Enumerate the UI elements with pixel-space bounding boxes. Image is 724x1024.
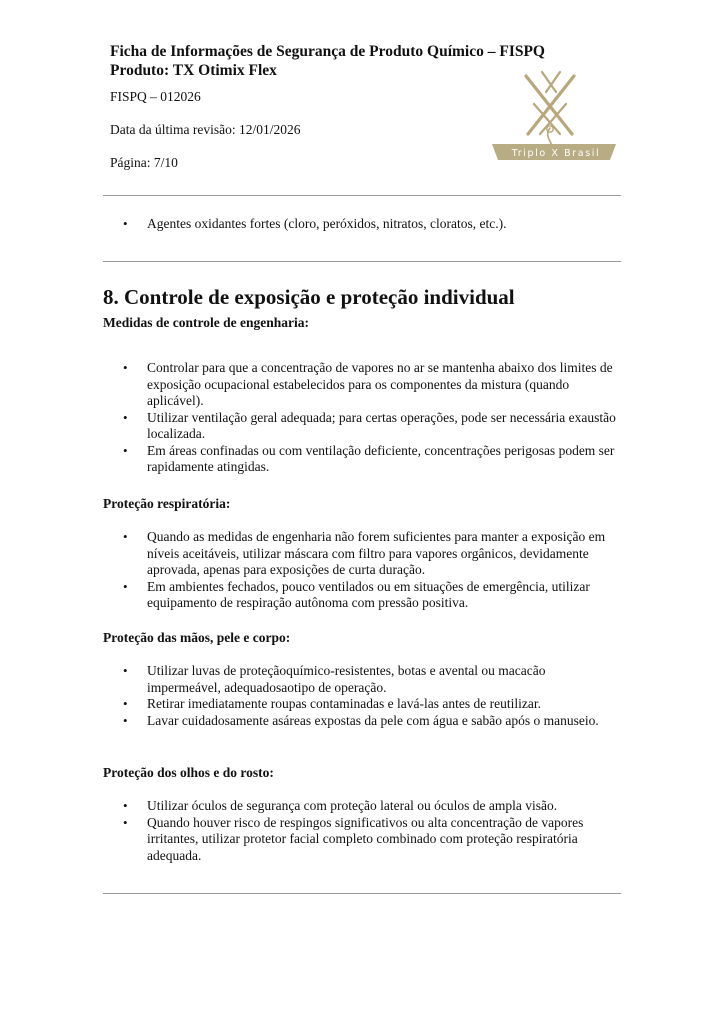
respiratory-list [103, 529, 621, 612]
subsection-heading-engineering: Medidas de controle de engenharia: [103, 315, 309, 330]
bullet-icon: • [123, 442, 128, 458]
section-title: 8. Controle de exposição e proteção individual [103, 285, 515, 309]
previous-section-list [103, 216, 621, 233]
bullet-icon: • [123, 216, 128, 231]
list-item: • Utilizar ventilação geral adequada; para certas operações, pode ser necessária exaustão localizada. [123, 409, 616, 441]
header-title: Ficha de Informações de Segurança de Produto Químico – FISPQ [110, 43, 545, 60]
divider [103, 195, 621, 196]
header-product: Produto: TX Otimix Flex [110, 62, 277, 79]
engineering-list [103, 360, 621, 476]
list-item: • Utilizar óculos de segurança com proteção lateral ou óculos de ampla visão. [123, 798, 558, 813]
list-item: • Controlar para que a concentração de vapores no ar se mantenha abaixo dos limites de exposição ocupacional estabelecidos para os componentes da mistura (quando aplicável). [123, 360, 613, 408]
bullet-icon: • [123, 696, 128, 711]
list-item: • Utilizar luvas de proteçãoquímico-resistentes, botas e avental ou macacão impermeável, adequadosaotipo de operação. [123, 663, 546, 695]
logo-brand-text: Triplo X Brasil [511, 148, 601, 159]
bullet-icon: • [123, 712, 128, 728]
bullet-icon: • [123, 529, 128, 544]
divider [103, 261, 621, 262]
list-item: • Agentes oxidantes fortes (cloro, peróxidos, nitratos, cloratos, etc.). [123, 216, 507, 231]
eyes-face-list [103, 798, 621, 864]
bullet-icon: • [123, 360, 128, 375]
hands-skin-list [103, 663, 621, 729]
subsection-heading-hands-skin: Proteção das mãos, pele e corpo: [103, 630, 291, 645]
bullet-icon: • [123, 409, 128, 425]
bullet-icon: • [123, 578, 128, 594]
list-item: • Em áreas confinadas ou com ventilação deficiente, concentrações perigosas podem ser rapidamente atingidas. [123, 442, 615, 474]
bullet-icon: • [123, 798, 128, 813]
subsection-heading-eyes-face: Proteção dos olhos e do rosto: [103, 765, 274, 780]
list-item: • Lavar cuidadosamente asáreas expostas da pele com água e sabão após o manuseio. [123, 712, 599, 728]
bullet-icon: • [123, 663, 128, 678]
bullet-icon: • [123, 814, 128, 830]
list-item: • Quando houver risco de respingos significativos ou alta concentração de vapores irritantes, utilizar protetor facial completo combinado com proteção respiratória adequada. [123, 814, 584, 863]
header-document-code: FISPQ – 012026 [110, 89, 201, 104]
list-item: • Em ambientes fechados, pouco ventilados ou em situações de emergência, utilizar equipamento de respiração autônoma com pressão positiva. [123, 578, 590, 610]
list-item: • Retirar imediatamente roupas contaminadas e lavá-las antes de reutilizar. [123, 696, 541, 711]
header-page-number: Página: 7/10 [110, 155, 178, 170]
divider [103, 893, 621, 894]
subsection-heading-respiratory: Proteção respiratória: [103, 496, 231, 511]
header-revision-date: Data da última revisão: 12/01/2026 [110, 122, 301, 137]
company-logo [486, 68, 618, 164]
list-item: • Quando as medidas de engenharia não forem suficientes para manter a exposição em níveis aceitáveis, utilizar máscara com filtro para vapores orgânicos, devidamente aprovada, apenas para exposições de curta duração. [123, 529, 606, 577]
